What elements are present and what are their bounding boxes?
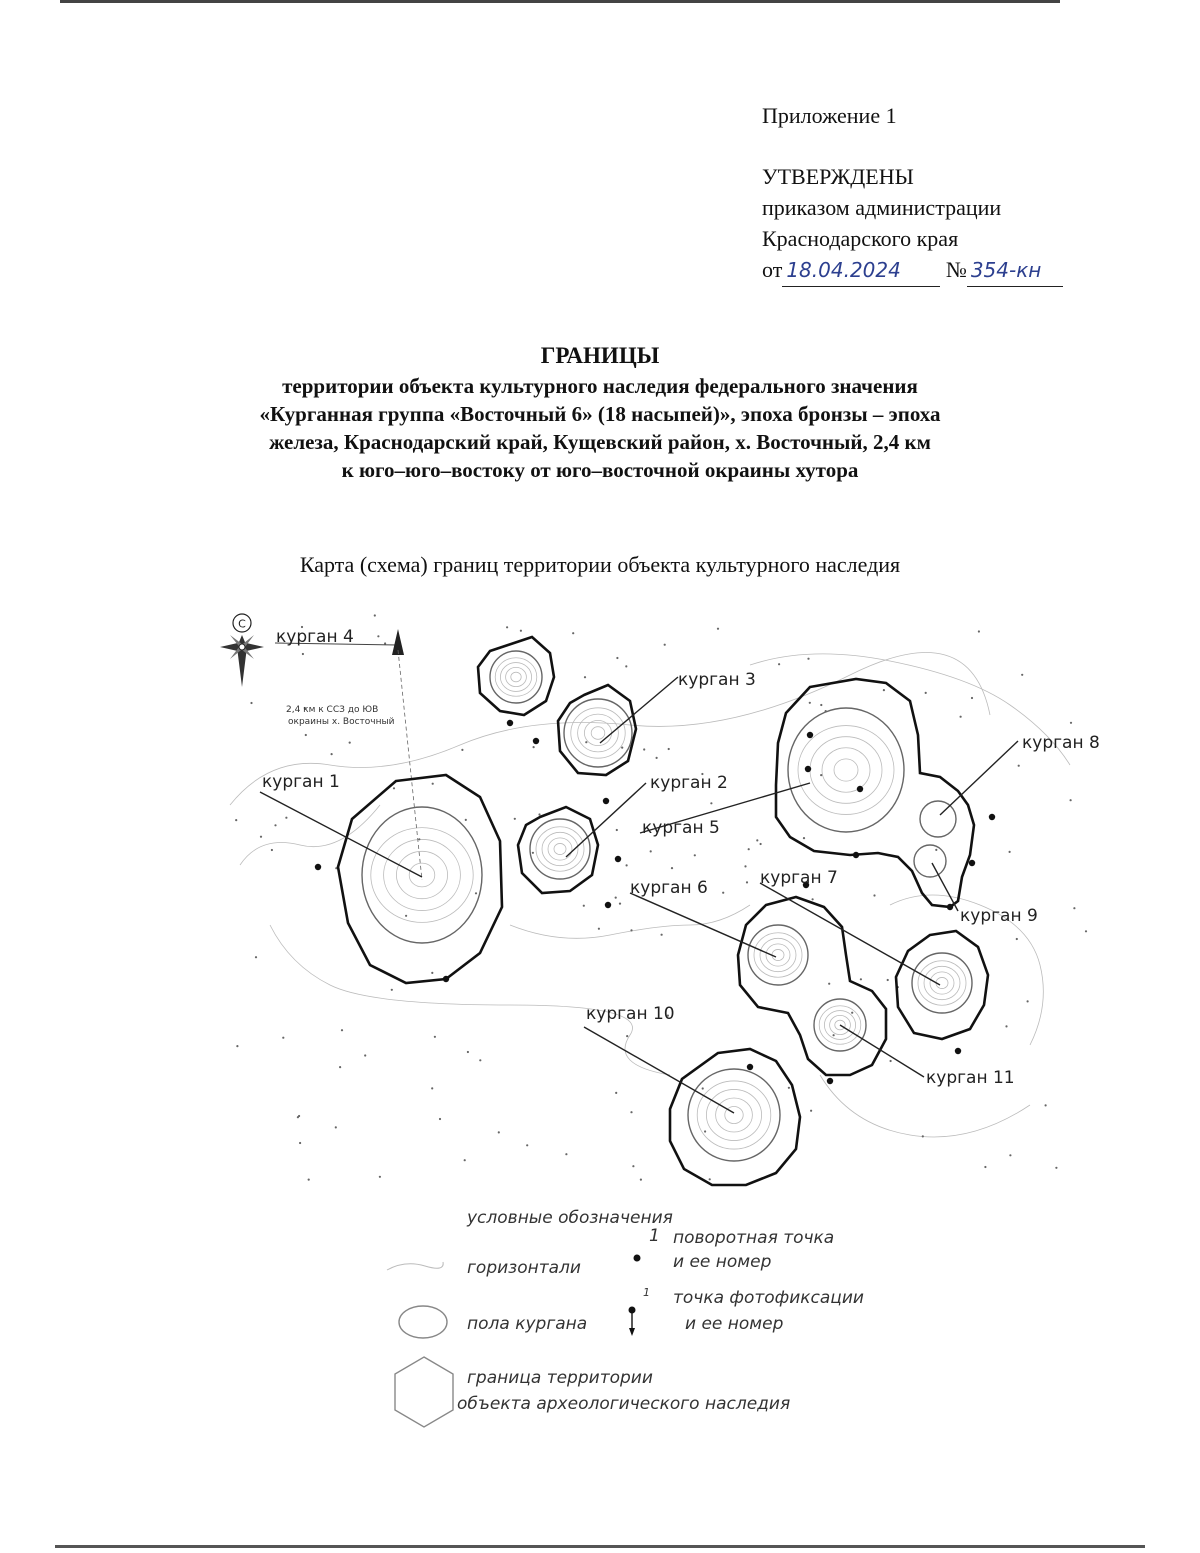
approval-block — [762, 100, 1063, 287]
elevation-dot — [630, 929, 632, 931]
elevation-dot — [820, 774, 822, 776]
elevation-dot — [694, 854, 696, 856]
contour-ring — [834, 759, 858, 781]
elevation-dot — [887, 979, 889, 981]
elevation-dot — [335, 1126, 337, 1128]
site-map — [210, 605, 1130, 1195]
contour-ring — [571, 708, 625, 758]
label-kurgan-6: курган 6 — [630, 878, 708, 898]
legend-boundary-1: граница территории — [467, 1368, 653, 1388]
label-kurgan-4: курган 4 — [276, 627, 354, 647]
turn-point — [615, 856, 621, 862]
elevation-dot — [464, 1159, 466, 1161]
turn-point — [533, 738, 539, 744]
elevation-dot — [374, 614, 376, 616]
turn-point — [969, 860, 975, 866]
title-heading: ГРАНИЦЫ — [540, 343, 660, 368]
contour-ring — [536, 827, 584, 871]
contour-ring — [495, 658, 537, 697]
approved-label: УТВЕРЖДЕНЫ — [762, 164, 914, 189]
legend-photo-point-number: 1 — [643, 1286, 650, 1299]
elevation-dot — [1027, 1000, 1029, 1002]
north-letter: С — [238, 617, 246, 631]
elevation-dot — [533, 746, 535, 748]
distance-note-1: 2,4 км к ССЗ до ЮВ — [286, 705, 379, 715]
elevation-dot — [235, 819, 237, 821]
elevation-dot — [393, 787, 395, 789]
title-line-1: территории объекта культурного наследия федерального значения — [282, 374, 918, 398]
elevation-dot — [807, 658, 809, 660]
elevation-dot — [1045, 1104, 1047, 1106]
elevation-dot — [532, 852, 534, 854]
contour-ring — [822, 748, 870, 792]
elevation-dot — [432, 783, 434, 785]
elevation-dot — [331, 753, 333, 755]
elevation-dot — [643, 748, 645, 750]
elevation-dot — [810, 1110, 812, 1112]
from-label: от — [762, 257, 783, 282]
contour-ring — [706, 1089, 761, 1140]
contour-ring — [396, 851, 447, 898]
turn-point — [989, 814, 995, 820]
approval-number: 354-кн — [967, 255, 1063, 287]
elevation-dot — [756, 839, 758, 841]
elevation-dot — [619, 903, 621, 905]
elevation-dot — [461, 749, 463, 751]
legend-contour-icon — [385, 1256, 445, 1276]
elevation-dot — [778, 663, 780, 665]
elevation-dot — [1085, 930, 1087, 932]
elevation-dot — [668, 748, 670, 750]
contour-ring — [754, 933, 802, 977]
elevation-dot — [434, 1036, 436, 1038]
elevation-dot — [305, 734, 307, 736]
elevation-dot — [632, 1165, 634, 1167]
turn-point — [747, 1064, 753, 1070]
elevation-dot — [506, 626, 508, 628]
elevation-dot — [431, 1087, 433, 1089]
elevation-dot — [405, 915, 407, 917]
legend-boundary-2: объекта археологического наследия — [457, 1394, 791, 1414]
elevation-dot — [364, 1054, 366, 1056]
elevation-dot — [236, 1045, 238, 1047]
elevation-dot — [615, 1092, 617, 1094]
turn-point — [807, 732, 813, 738]
elevation-dot — [788, 1087, 790, 1089]
distance-note-2: окраины х. Восточный — [288, 717, 395, 727]
contour-ring — [924, 966, 960, 999]
contour-ring — [384, 839, 461, 910]
contour-ring — [697, 1081, 771, 1149]
elevation-dot — [377, 635, 379, 637]
elevation-dot — [1009, 851, 1011, 853]
appendix-label: Приложение 1 — [762, 103, 897, 128]
contour-ring — [371, 828, 473, 923]
legend-photo-point-1: точка фотофиксации — [673, 1288, 864, 1308]
elevation-dot — [833, 1034, 835, 1036]
elevation-dot — [1009, 1154, 1011, 1156]
elevation-dot — [744, 865, 746, 867]
contour-ring — [548, 838, 572, 860]
elevation-dot — [812, 898, 814, 900]
elevation-dot — [883, 689, 885, 691]
direction-line — [275, 629, 422, 880]
contour-ring — [409, 863, 435, 887]
legend-photo-point-icon — [625, 1294, 639, 1338]
elevation-dot — [615, 897, 617, 899]
legend-boundary-icon — [389, 1354, 459, 1434]
elevation-dot — [704, 1130, 706, 1132]
approved-region: Краснодарского края — [762, 226, 959, 251]
mound-floors — [362, 651, 972, 1161]
elevation-dot — [479, 1059, 481, 1061]
label-kurgan-2: курган 2 — [650, 773, 728, 793]
elevation-dot — [1018, 765, 1020, 767]
elevation-dot — [526, 1144, 528, 1146]
contour-ring — [500, 663, 531, 692]
elevation-dot — [640, 1179, 642, 1181]
elevation-dot — [384, 642, 386, 644]
elevation-dot — [565, 1153, 567, 1155]
approved-by-order: приказом администрации — [762, 195, 1002, 220]
elevation-dot — [702, 1087, 704, 1089]
label-kurgan-11: курган 11 — [926, 1068, 1015, 1088]
elevation-dot — [250, 702, 252, 704]
label-kurgan-9: курган 9 — [960, 906, 1038, 926]
elevation-dot — [341, 1029, 343, 1031]
elevation-dot — [583, 905, 585, 907]
elevation-dot — [803, 837, 805, 839]
elevation-dot — [439, 1118, 441, 1120]
legend-turn-point-icon — [631, 1252, 643, 1264]
legend-mound-floor: пола кургана — [467, 1314, 588, 1334]
elevation-dot — [1070, 799, 1072, 801]
turn-point — [853, 852, 859, 858]
elevation-dot — [873, 894, 875, 896]
elevation-dot — [717, 628, 719, 630]
title-line-3: железа, Краснодарский край, Кущевский район, х. Восточный, 2,4 км — [269, 430, 931, 454]
label-kurgan-8: курган 8 — [1022, 733, 1100, 753]
contour-ring — [506, 667, 527, 686]
elevation-dot — [656, 757, 658, 759]
elevation-dot — [621, 747, 623, 749]
elevation-dot — [922, 1135, 924, 1137]
legend-turn-point-number: 1 — [649, 1226, 660, 1246]
elevation-dot — [538, 813, 540, 815]
label-kurgan-1: курган 1 — [262, 772, 340, 792]
contour-ring — [542, 832, 578, 865]
elevation-dot — [1055, 1167, 1057, 1169]
elevation-dot — [584, 676, 586, 678]
elevation-dot — [630, 1111, 632, 1113]
elevation-dot — [978, 630, 980, 632]
turn-point — [315, 864, 321, 870]
elevation-dot — [722, 892, 724, 894]
contour-ring — [591, 727, 605, 740]
elevation-dot — [598, 928, 600, 930]
map-legend — [385, 1208, 945, 1438]
legend-photo-point-2: и ее номер — [685, 1314, 784, 1334]
elevation-dot — [820, 704, 822, 706]
elevation-dot — [271, 849, 273, 851]
elevation-dot — [498, 1131, 500, 1133]
contour-ring — [760, 938, 796, 971]
elevation-dot — [514, 818, 516, 820]
elevation-dot — [1005, 1025, 1007, 1027]
elevation-dot — [391, 989, 393, 991]
elevation-dot — [1073, 907, 1075, 909]
elevation-dot — [308, 1179, 310, 1181]
contour-ring — [772, 949, 784, 960]
elevation-dot — [616, 657, 618, 659]
elevation-dot — [520, 630, 522, 632]
elevation-dot — [809, 702, 811, 704]
title-line-2: «Курганная группа «Восточный 6» (18 насыпей)», эпоха бронзы – эпоха — [259, 402, 941, 426]
legend-turn-point-2: и ее номер — [673, 1252, 772, 1272]
turn-point — [507, 720, 513, 726]
elevation-dot — [585, 741, 587, 743]
legend-turn-point-1: поворотная точка — [673, 1228, 835, 1248]
label-kurgan-5: курган 5 — [642, 818, 720, 838]
elevation-dot — [379, 1176, 381, 1178]
turn-point — [827, 1078, 833, 1084]
contour-ring — [554, 843, 566, 854]
scan-edge-top — [60, 0, 1060, 3]
elevation-dot — [661, 934, 663, 936]
contour-line — [230, 653, 990, 806]
approval-date: 18.04.2024 — [782, 255, 940, 287]
boundary-kurgan-11-east — [896, 931, 988, 1039]
elevation-dot — [828, 983, 830, 985]
elevation-dot — [302, 653, 304, 655]
north-arrow-icon — [220, 614, 264, 687]
elevation-dot — [339, 1066, 341, 1068]
turn-point — [805, 766, 811, 772]
elevation-dot — [297, 1116, 299, 1118]
elevation-dot — [746, 881, 748, 883]
elevation-dot — [260, 836, 262, 838]
elevation-dot — [616, 829, 618, 831]
elevation-dot — [760, 843, 762, 845]
elevation-dot — [274, 824, 276, 826]
elevation-dot — [467, 1051, 469, 1053]
elevation-dot — [664, 644, 666, 646]
label-kurgan-10: курган 10 — [586, 1004, 675, 1024]
elevation-dot — [925, 692, 927, 694]
elevation-dot — [282, 1037, 284, 1039]
elevation-dot — [671, 867, 673, 869]
elevation-dot — [475, 892, 477, 894]
contour-line — [510, 905, 750, 938]
number-label: № — [945, 257, 967, 282]
turn-point — [603, 798, 609, 804]
elevation-dot — [299, 1142, 301, 1144]
elevation-dot — [626, 1035, 628, 1037]
elevation-dot — [860, 978, 862, 980]
elevation-dot — [971, 697, 973, 699]
map-caption: Карта (схема) границ территории объекта культурного наследия — [299, 552, 901, 577]
elevation-dot — [572, 632, 574, 634]
contour-ring — [766, 944, 790, 966]
elevation-dot — [650, 850, 652, 852]
legend-mound-floor-icon — [395, 1302, 455, 1342]
contour-line — [270, 925, 670, 1075]
contour-ring — [810, 737, 882, 804]
elevation-dot — [418, 838, 420, 840]
legend-title: условные обозначения — [467, 1208, 673, 1228]
contour-ring — [798, 726, 894, 815]
elevation-dot — [710, 802, 712, 804]
turn-point — [947, 904, 953, 910]
elevation-dot — [465, 819, 467, 821]
elevation-dot — [626, 864, 628, 866]
contour-ring — [716, 1098, 753, 1132]
turn-point — [955, 1048, 961, 1054]
label-kurgan-7: курган 7 — [760, 868, 838, 888]
turn-point — [605, 902, 611, 908]
elevation-dot — [890, 1060, 892, 1062]
elevation-dot — [1070, 722, 1072, 724]
document-title — [120, 342, 1080, 484]
elevation-dot — [285, 817, 287, 819]
elevation-dot — [960, 716, 962, 718]
elevation-dot — [709, 1178, 711, 1180]
legend-contours: горизонтали — [467, 1258, 581, 1278]
contour-ring — [584, 720, 611, 745]
turn-point — [443, 976, 449, 982]
elevation-dot — [255, 956, 257, 958]
approval-date-line — [762, 254, 1063, 287]
label-kurgan-3: курган 3 — [678, 670, 756, 690]
contour-ring — [511, 672, 521, 682]
elevation-dot — [1016, 938, 1018, 940]
elevation-dot — [431, 972, 433, 974]
scan-edge-bottom — [55, 1545, 1145, 1548]
elevation-dot — [748, 848, 750, 850]
title-line-4: к юго–юго–востоку от юго–восточной окраины хутора — [341, 458, 859, 482]
elevation-dot — [935, 849, 937, 851]
elevation-dot — [984, 1166, 986, 1168]
elevation-dot — [851, 1012, 853, 1014]
elevation-dot — [625, 665, 627, 667]
elevation-dot — [1021, 674, 1023, 676]
contour-ring — [930, 972, 954, 994]
elevation-dot — [349, 742, 351, 744]
boundary-kurgan-6-7-11 — [738, 897, 886, 1075]
turn-point — [857, 786, 863, 792]
contour-ring — [918, 961, 966, 1005]
